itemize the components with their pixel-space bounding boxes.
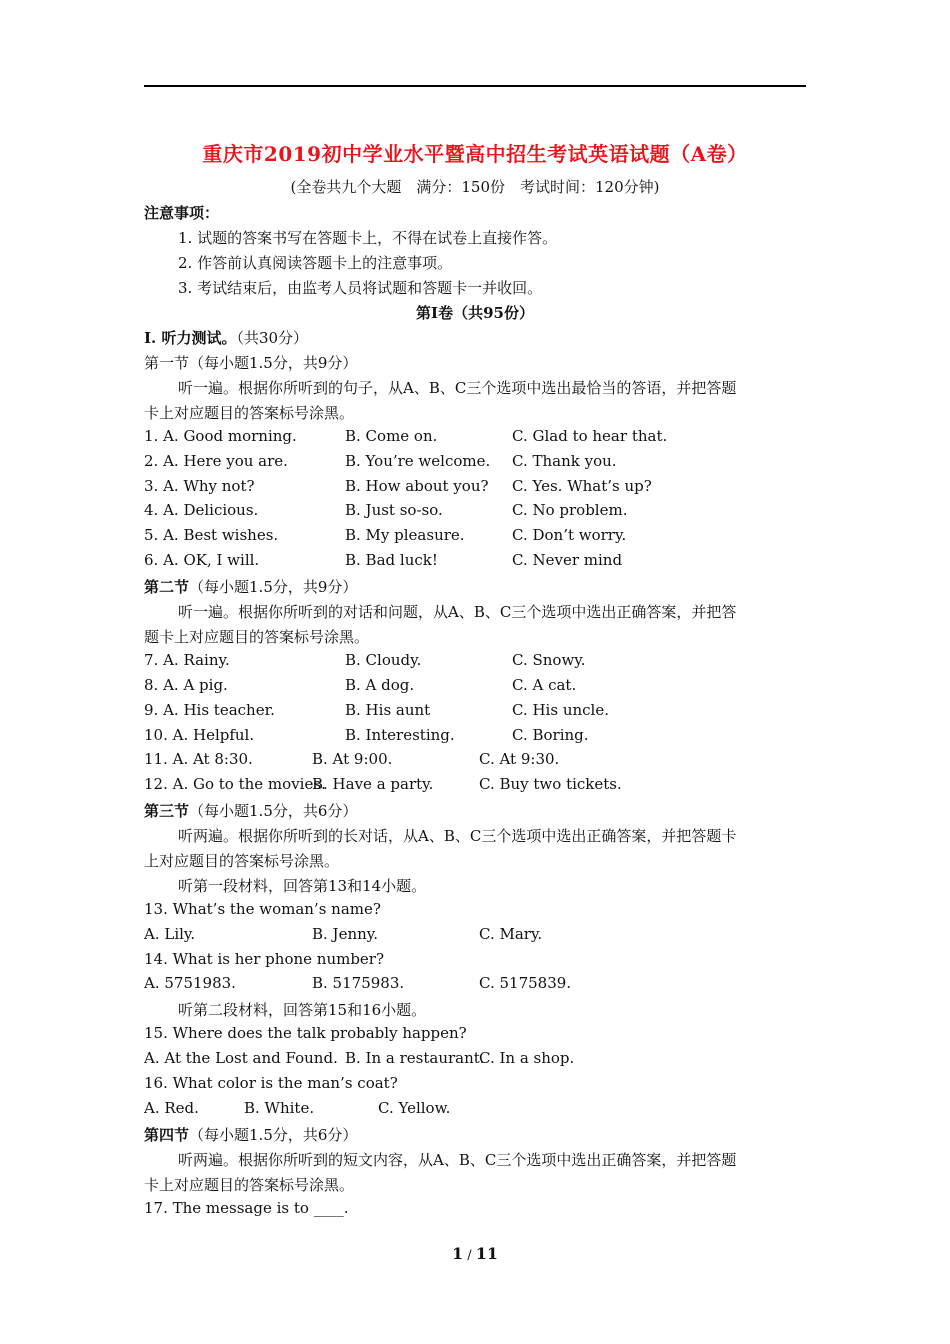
option-a: 3. A. Why not? [144,477,255,495]
header-rule [144,85,806,87]
option-b: B. Cloudy. [345,651,422,669]
page-number [0,1244,950,1263]
section4-heading [144,1124,357,1145]
section3-instruction-cont: 上对应题目的答案标号涂黑。 [144,852,340,870]
exam-meta: (全卷共九个大题 满分：150份 考试时间：120分钟) [290,178,660,196]
question-stem: 15. Where does the talk probably happen? [144,1024,467,1042]
question-stem: 13. What’s the woman’s name? [144,900,381,918]
option-b: B. How about you? [345,477,489,495]
option-b: B. A dog. [345,676,415,694]
section1-instruction: 听一遍。根据你所听到的句子，从A、B、C三个选项中选出最恰当的答语，并把答题 [178,379,737,397]
option-c: C. 5175839. [479,974,572,992]
option-c: C. Yes. What’s up? [512,477,652,495]
question-row [144,676,577,694]
total-pages: 11 [475,1244,499,1263]
note-item: 2. 作答前认真阅读答题卡上的注意事项。 [178,254,453,272]
option-c: C. Snowy. [512,651,586,669]
option-a: 7. A. Rainy. [144,651,230,669]
question-row [144,726,589,744]
option-c: C. Glad to hear that. [512,427,668,445]
notes-heading: 注意事项： [144,204,220,222]
option-b: B. Bad luck! [345,551,438,569]
section4-heading-score: （每小题1.5分，共6分） [189,1126,358,1144]
note-item: 3. 考试结束后，由监考人员将试题和答题卡一并收回。 [178,279,543,297]
option-a: 8. A. A pig. [144,676,228,694]
section4-heading-label: 第四节 [144,1126,190,1144]
option-a: A. 5751983. [144,974,236,992]
section2-heading-label: 第二节 [144,578,190,596]
option-c: C. A cat. [512,676,577,694]
option-a: 9. A. His teacher. [144,701,275,719]
question-row [144,974,572,992]
question-row [144,501,628,519]
option-c: C. Never mind [512,551,623,569]
option-a: A. Red. [144,1099,199,1117]
section3-instruction: 听两遍。根据你所听到的长对话，从A、B、C三个选项中选出正确答案，并把答题卡 [178,827,737,845]
question-row [144,477,652,495]
current-page: 1 [451,1244,464,1263]
note-item: 1. 试题的答案书写在答题卡上，不得在试卷上直接作答。 [178,229,558,247]
material-note: 听第二段材料，回答第15和16小题。 [178,1001,427,1019]
section1-instruction-cont: 卡上对应题目的答案标号涂黑。 [144,404,355,422]
option-c: C. His uncle. [512,701,609,719]
option-a: 1. A. Good morning. [144,427,297,445]
section2-instruction-cont: 题卡上对应题目的答案标号涂黑。 [144,628,370,646]
option-a: 2. A. Here you are. [144,452,288,470]
option-b: B. Just so-so. [345,501,443,519]
section4-instruction-cont: 卡上对应题目的答案标号涂黑。 [144,1176,355,1194]
page-separator: / [463,1248,476,1263]
page-title: 重庆市2019初中学业水平暨高中招生考试英语试题（A卷） [202,142,748,166]
section2-instruction: 听一遍。根据你所听到的对话和问题，从A、B、C三个选项中选出正确答案，并把答 [178,603,737,621]
option-a: 11. A. At 8:30. [144,750,253,768]
option-c: C. Don’t worry. [512,526,627,544]
option-b: B. White. [244,1099,315,1117]
section1-heading: 第一节（每小题1.5分，共9分） [144,354,358,372]
section3-heading [144,800,357,821]
option-b: B. Jenny. [312,925,379,943]
option-c: C. Yellow. [378,1099,451,1117]
option-b: B. In a restaurant. [345,1049,485,1067]
question-stem: 14. What is her phone number? [144,950,385,968]
section4-instruction: 听两遍。根据你所听到的短文内容，从A、B、C三个选项中选出正确答案，并把答题 [178,1151,737,1169]
option-a: 5. A. Best wishes. [144,526,279,544]
material-note: 听第一段材料，回答第13和14小题。 [178,877,427,895]
section2-heading-score: （每小题1.5分，共9分） [189,578,358,596]
volume-title: 第I卷（共95份） [416,304,534,322]
option-a: 10. A. Helpful. [144,726,255,744]
question-stem: 16. What color is the man’s coat? [144,1074,398,1092]
question-row [144,427,668,445]
option-b: B. 5175983. [312,974,405,992]
question-row [144,526,627,544]
option-a: A. Lily. [144,925,196,943]
option-b: B. Interesting. [345,726,455,744]
option-a: 6. A. OK, I will. [144,551,260,569]
option-b: B. His aunt [345,701,431,719]
part1-title-line [144,327,308,348]
option-c: C. Thank you. [512,452,617,470]
section3-heading-label: 第三节 [144,802,190,820]
part1-title: I. 听力测试。 [144,329,237,347]
question-row [144,925,543,943]
option-b: B. You’re welcome. [345,452,491,470]
question-row [144,651,586,669]
question-stem: 17. The message is to ____. [144,1199,349,1217]
option-b: B. Come on. [345,427,438,445]
option-c: C. At 9:30. [479,750,560,768]
question-row [144,452,617,470]
option-a: 12. A. Go to the movies. [144,775,326,793]
question-row [144,750,560,768]
question-row [144,701,609,719]
option-b: B. At 9:00. [312,750,393,768]
option-c: C. In a shop. [479,1049,575,1067]
option-b: B. My pleasure. [345,526,465,544]
part1-score: （共30分） [236,329,309,347]
option-a: 4. A. Delicious. [144,501,259,519]
option-c: C. Boring. [512,726,589,744]
question-row [144,1049,575,1067]
option-b: B. Have a party. [312,775,434,793]
question-row [144,775,622,793]
section2-heading [144,576,357,597]
question-row [144,1099,451,1117]
option-c: C. Mary. [479,925,543,943]
question-row [144,551,623,569]
section3-heading-score: （每小题1.5分，共6分） [189,802,358,820]
option-c: C. No problem. [512,501,628,519]
option-c: C. Buy two tickets. [479,775,622,793]
option-a: A. At the Lost and Found. [144,1049,338,1067]
